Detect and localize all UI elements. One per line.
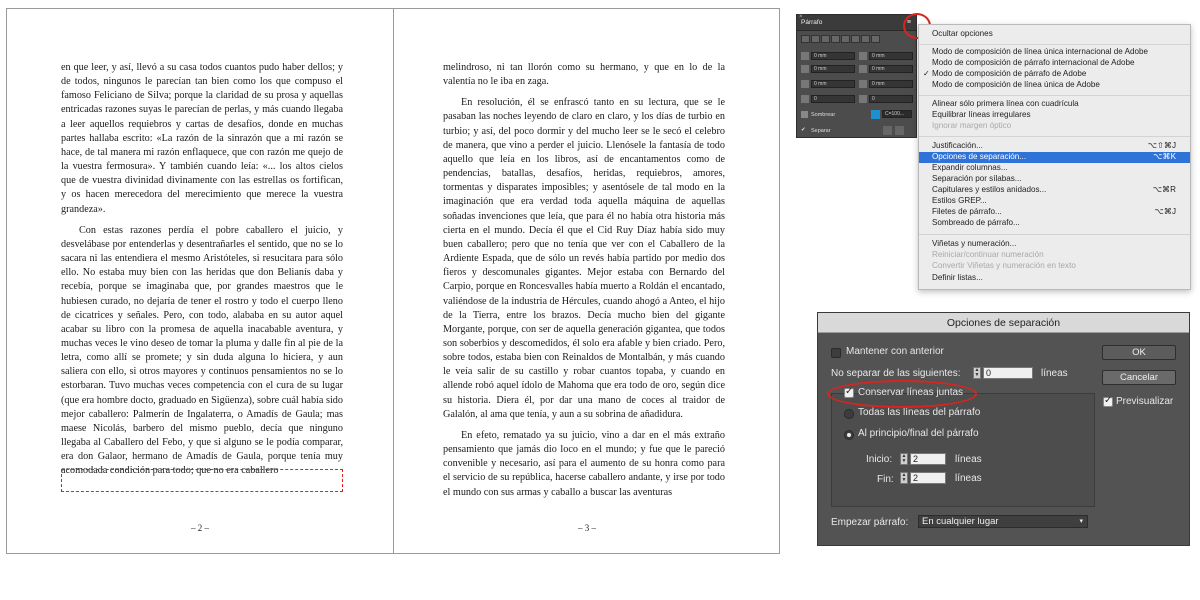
right-indent-field[interactable]: 0 mm [869, 52, 913, 60]
end-lines-stepper[interactable]: ▲ ▼ [901, 472, 907, 483]
left-page-number: – 2 – [191, 523, 209, 533]
right-paragraph-3: En efeto, rematado ya su juicio, vino a dar en el más extraño pensamiento que jamás dio loco en el mundo; y fue que le pareció convenible y necesario, así para el aumento de su honra como para el servicio de su república, hacerse caballero andante, y irse por todo el mundo con sus armas y caballo a buscar las aventuras [443, 429, 725, 498]
cancel-button[interactable]: Cancelar [1102, 370, 1176, 385]
drop-cap-lines-icon [801, 95, 809, 103]
start-lines-stepper[interactable]: ▲ ▼ [901, 453, 907, 464]
last-line-indent-icon [859, 65, 867, 73]
close-icon[interactable]: × [799, 14, 803, 20]
space-before-field[interactable]: 0 mm [811, 80, 855, 88]
drop-cap-chars-field[interactable]: 0 [869, 95, 913, 103]
menu-item-drop-caps[interactable]: Capitulares y estilos anidados... ⌥⌘R [932, 185, 1176, 194]
all-lines-label: Todas las líneas del párrafo [858, 407, 981, 418]
first-line-indent-icon [801, 65, 809, 73]
left-indent-field[interactable]: 0 mm [811, 52, 855, 60]
left-paragraph-1: en que leer, y así, llevó a su casa todos cuantos pudo haber dellos; y de todos, ningunos le parecían tan bien como los que compuso el famoso Feliciano de Silva; porque la claridad de su prosa y aquellas entricadas razones suyas le parecían de perlas, y más cuando llegaba a leer aquellos requiebros y cartas de desafíos, donde en muchas partes hallaba escrito: «La razón de la sinrazón que a mi razón se hace, de tal manera mi razón enflaquece, que con razón me quejo de la vuestra fermosura». Y también cuando leía: «... los altos cielos que de vuestra divinidad divinamente con las estrellas os fortifican, y os hacen merecedora del merecimiento que merece la vuestra grandeza». [61, 62, 343, 215]
end-lines-input[interactable]: 2 [910, 472, 946, 484]
keep-with-next-input[interactable]: 0 [983, 367, 1033, 379]
alignment-buttons [801, 35, 881, 44]
align-center-button[interactable] [811, 35, 820, 43]
menu-separator [919, 44, 1190, 45]
menu-item-restart-numbering: Reiniciar/continuar numeración [932, 250, 1044, 259]
right-page [394, 9, 780, 553]
separate-label: Separar [811, 128, 831, 134]
drop-cap-lines-field[interactable]: 0 [811, 95, 855, 103]
menu-item-balance-lines[interactable]: Equilibrar líneas irregulares [932, 110, 1031, 119]
drop-cap-chars-icon [859, 95, 867, 103]
align-left-button[interactable] [801, 35, 810, 43]
menu-item-span-columns[interactable]: Expandir columnas... [932, 163, 1008, 172]
align-right-button[interactable] [821, 35, 830, 43]
justify-left-button[interactable] [831, 35, 840, 43]
end-lines-unit: líneas [955, 473, 982, 484]
menu-item-paragraph-rules[interactable]: Filetes de párrafo... ⌥⌘J [932, 207, 1176, 216]
keep-options-dialog [817, 312, 1190, 546]
empty-lines-highlight [61, 469, 343, 492]
shading-label: Sombrear [811, 112, 836, 118]
book-spread [6, 8, 780, 554]
left-page-text [61, 61, 343, 479]
menu-item-bullets-numbering[interactable]: Viñetas y numeración... [932, 239, 1017, 248]
keep-with-next-stepper[interactable]: ▲ ▼ [974, 367, 980, 378]
menu-separator [919, 95, 1190, 96]
start-end-radio[interactable] [844, 430, 854, 440]
keep-lines-together-checkbox[interactable] [844, 388, 854, 398]
panel-option-button-1[interactable] [883, 126, 892, 135]
keep-lines-together-label: Conservar líneas juntas [858, 387, 964, 398]
menu-item-single-line-composer[interactable]: Modo de composición de línea única de Adobe [932, 80, 1100, 89]
keep-with-previous-label: Mantener con anterior [846, 346, 944, 357]
menu-item-align-first-line[interactable]: Alinear sólo primera línea con cuadrícula [932, 99, 1079, 108]
left-indent-icon [801, 52, 809, 60]
menu-item-paragraph-shading[interactable]: Sombreado de párrafo... [932, 218, 1020, 227]
space-after-icon [859, 80, 867, 88]
align-spine-button[interactable] [871, 35, 880, 43]
menu-item-define-lists[interactable]: Definir listas... [932, 273, 983, 282]
space-before-icon [801, 80, 809, 88]
justify-all-button[interactable] [861, 35, 870, 43]
panel-option-button-2[interactable] [895, 126, 904, 135]
chevron-down-icon: ▾ [1079, 518, 1083, 525]
start-lines-unit: líneas [955, 454, 982, 465]
menu-item-ignore-optical-margin: Ignorar margen óptico [932, 121, 1012, 130]
paragraph-panel [796, 14, 917, 138]
separate-check-icon[interactable]: ✔ [801, 127, 806, 133]
checkmark-icon: ✓ [923, 69, 930, 78]
menu-item-hide-options[interactable]: Ocultar opciones [932, 29, 993, 38]
start-paragraph-label: Empezar párrafo: [831, 517, 909, 528]
right-page-text [443, 61, 725, 500]
ok-button[interactable]: OK [1102, 345, 1176, 360]
start-lines-label: Inicio: [866, 454, 893, 465]
shading-checkbox[interactable] [801, 111, 808, 118]
menu-item-justification[interactable]: Justificación... ⌥⇧⌘J [932, 141, 1176, 150]
menu-item-convert-bullets: Convertir Viñetas y numeración en texto [932, 261, 1076, 270]
preview-label: Previsualizar [1116, 396, 1174, 407]
menu-item-single-line-intl[interactable]: Modo de composición de línea única internacional de Adobe [932, 47, 1148, 56]
space-after-field[interactable]: 0 mm [869, 80, 913, 88]
paragraph-panel-tabbar [797, 15, 916, 31]
right-indent-icon [859, 52, 867, 60]
left-paragraph-2: Con estas razones perdía el pobre caballero el juicio, y desvelábase por entenderlas y desentrañarles el sentido, que no se lo sacara ni las entendiera el mesmo Aristóteles, si resucitara para sólo ello. No estaba muy bien con las heridas que don Belianís daba y recebía, porque se imaginaba que, por grandes maestros que le hubiesen curado, no dejaría de tener el rostro y todo el cuerpo lleno de cicatrices y señales. Pero, con todo, alababa en su autor aquel acabar su libro con la promesa de aquella inacabable aventura, y muchas veces le vino deseo de tomar la pluma y dalle fin al pie de la letra, como allí se promete; y sin duda alguna lo hiciera, y aun saliera con ello, si otros mayores y continuos pensamientos no se lo estorbaran. Tuvo muchas veces competencia con el cura de su lugar (que era hombre docto, graduado en Sigüenza), sobre cuál había sido mejor caballero: Palmerín de Ingalaterra, o Amadís de Gaula; mas maese Nicolás, barbero del mismo pueblo, decía que ninguno llegaba al Caballero del Febo, y que si alguno se le podía comparar, era don Galaor, hermano de Amadís de Gaula, porque tenía muy acomodada condición para todo; que no era caballero [61, 224, 343, 477]
dialog-title: Opciones de separación [818, 313, 1189, 333]
keep-with-previous-checkbox[interactable] [831, 348, 841, 358]
justify-center-button[interactable] [841, 35, 850, 43]
right-page-number: – 3 – [578, 523, 596, 533]
first-line-indent-field[interactable]: 0 mm [811, 65, 855, 73]
preview-checkbox[interactable] [1103, 397, 1113, 407]
all-lines-radio[interactable] [844, 409, 854, 419]
justify-right-button[interactable] [851, 35, 860, 43]
shading-swatch[interactable] [871, 110, 880, 119]
keep-with-next-label: No separar de las siguientes: [831, 368, 961, 379]
right-paragraph-2: En resolución, él se enfrascó tanto en su lectura, que se le pasaban las noches leyendo de claro en claro, y los días de turbio en turbio; y así, del poco dormir y del mucho leer se le secó el celebro de manera, que vino a perder el juicio. Llenósele la fantasía de todo aquello que leía en los libros, así de encantamentos como de pendencias, batallas, desafíos, heridas, requiebros, amores, tormentas y disparates imposibles; y asentósele de tal modo en la imaginación que era verdad toda aquella máquina de aquellas soñadas invenciones que leía, que para él no había otra historia más cierta en el mundo. Decía él que el Cid Ruy Díaz había sido muy buen caballero; pero que no tenía que ver con el Caballero de la Ardiente Espada, que de sólo un revés había partido por medio dos fieros y descomunales gigantes. Mejor estaba con Bernardo del Carpio, porque en Roncesvalles había muerto a Roldán el encantado, valiéndose de la industria de Hércules, cuando ahogó a Anteo, el hijo de la Tierra, entre los brazos. Decía mucho bien del gigante Morgante, porque, con ser de aquella generación gigantea, que todos son soberbios y descomedidos, él solo era afable y bien criado. Pero, sobre todos, estaba bien con Reinaldos de Montalbán, y más cuando le veía salir de su castillo y robar cuantos topaba, y cuando en allende robó aquel ídolo de Mahoma que era todo de oro, según dice su historia. Diera él, por dar una mano de coces al traidor de Galalón, al ama que tenía, y aun a su sobrina de añadidura. [443, 97, 725, 420]
panel-menu-icon[interactable]: ≡ [906, 19, 910, 26]
menu-item-hyphenation[interactable]: Separación por sílabas... [932, 174, 1022, 183]
menu-separator [919, 234, 1190, 235]
start-lines-input[interactable]: 2 [910, 453, 946, 465]
menu-item-keep-options[interactable]: Opciones de separación... ⌥⌘K [919, 152, 1190, 163]
shading-color-select[interactable]: C=100... [882, 110, 912, 118]
menu-item-grep-styles[interactable]: Estilos GREP... [932, 196, 987, 205]
paragraph-flyout-menu [918, 24, 1191, 290]
menu-separator [919, 136, 1190, 137]
start-end-label: Al principio/final del párrafo [858, 428, 979, 439]
last-line-indent-field[interactable]: 0 mm [869, 65, 913, 73]
tab-paragraph[interactable]: Párrafo [801, 19, 823, 26]
start-paragraph-select[interactable]: En cualquier lugar ▾ [918, 515, 1088, 528]
left-page [7, 9, 393, 553]
lines-unit-label: líneas [1041, 368, 1068, 379]
menu-item-paragraph-composer[interactable]: ✓ Modo de composición de párrafo de Adobe [923, 69, 1087, 78]
end-lines-label: Fin: [877, 474, 894, 485]
menu-item-paragraph-intl[interactable]: Modo de composición de párrafo internacional de Adobe [932, 58, 1135, 67]
right-paragraph-1: melindroso, ni tan llorón como su hermano, y que en lo de la valentía no le iba en zaga. [443, 62, 725, 88]
